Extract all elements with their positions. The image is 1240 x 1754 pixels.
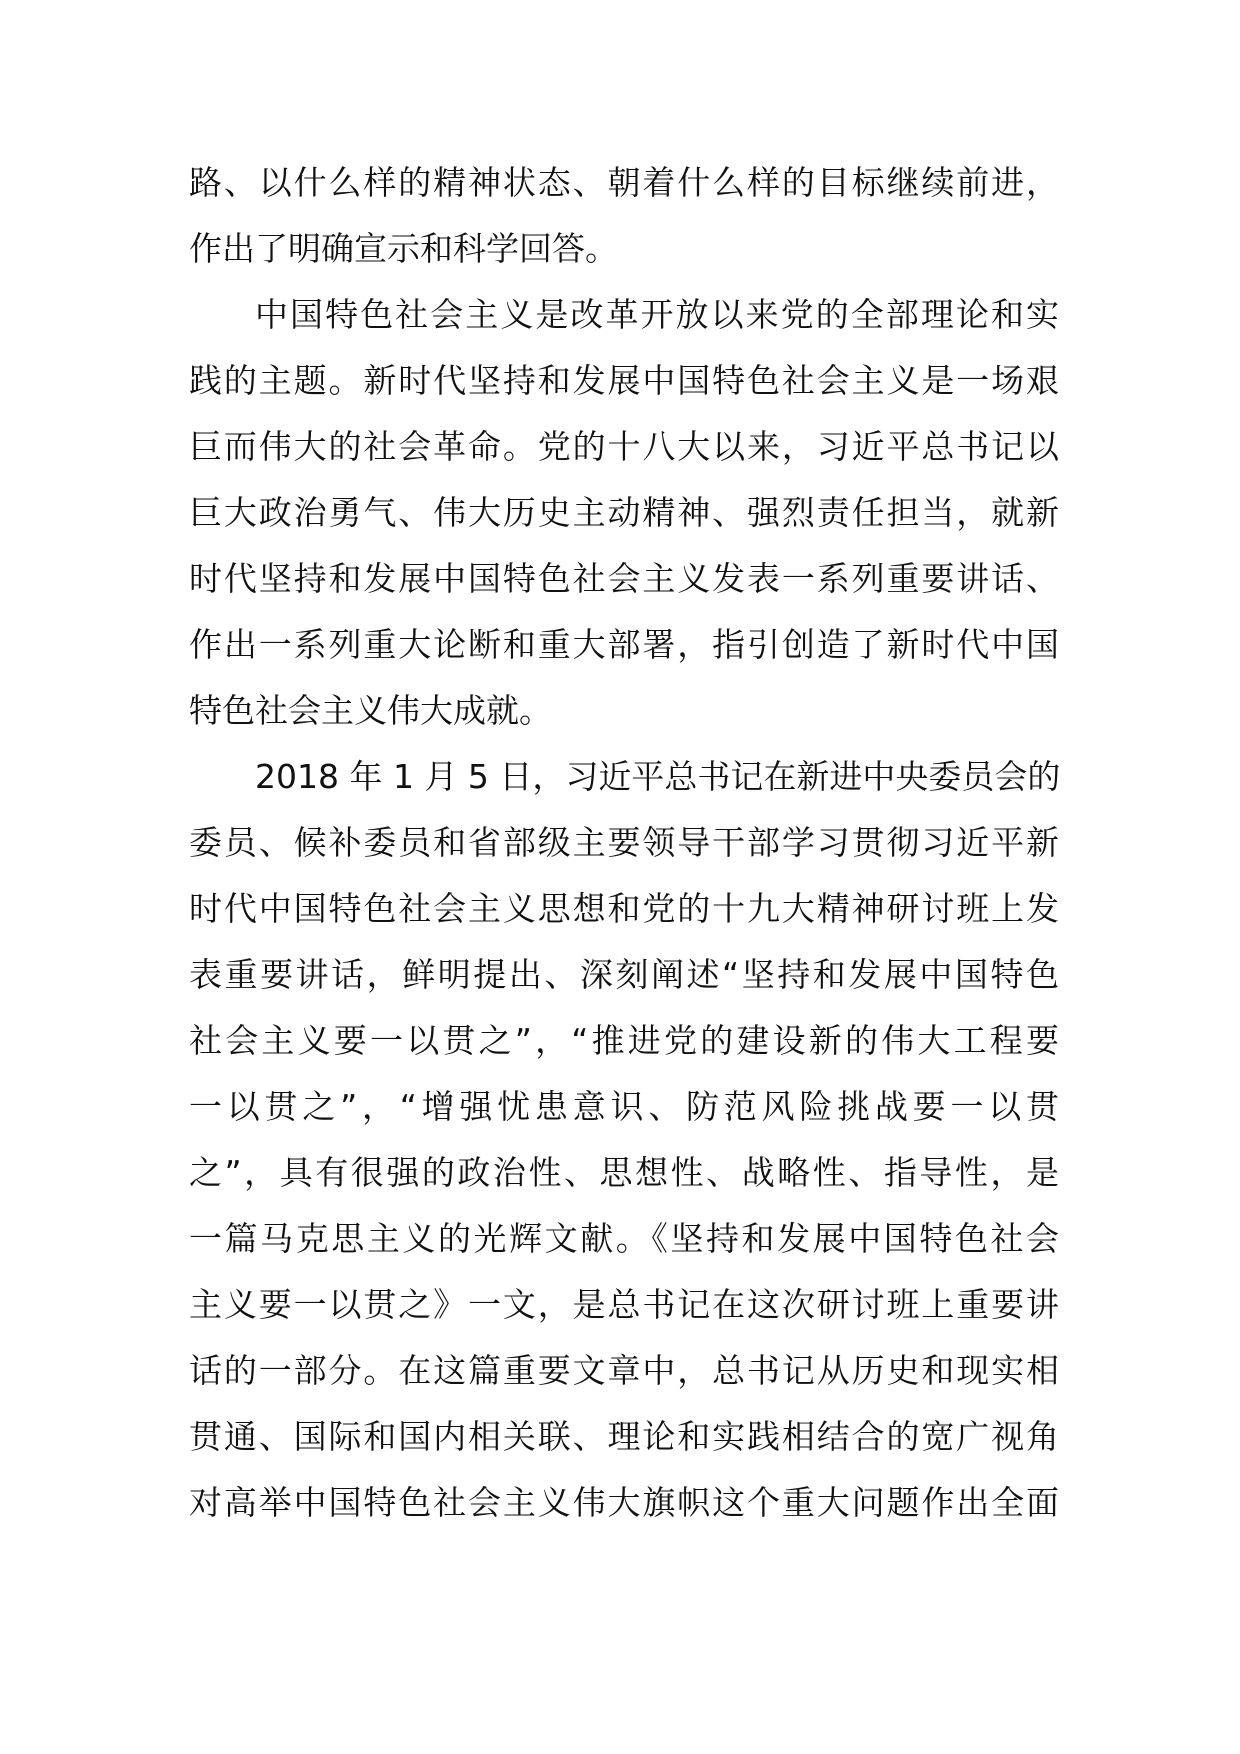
- text-line: 主义要一以贯之》一文，是总书记在这次研讨班上重要讲: [189, 1285, 1059, 1324]
- text-line: 社会主义要一以贯之”，“推进党的建设新的伟大工程要: [189, 1021, 1059, 1060]
- text-line: 特色社会主义伟大成就。: [189, 691, 552, 730]
- text-line: 作出了明确宣示和科学回答。: [189, 229, 618, 268]
- body-text: [189, 150, 1059, 1536]
- text-line: 巨而伟大的社会革命。党的十八大以来，习近平总书记以: [189, 427, 1059, 466]
- text-line: 2018 年 1 月 5 日，习近平总书记在新进中央委员会的: [255, 757, 1061, 796]
- text-line: 话的一部分。在这篇重要文章中，总书记从历史和现实相: [189, 1351, 1059, 1390]
- text-line: 巨大政治勇气、伟大历史主动精神、强烈责任担当，就新: [189, 493, 1059, 532]
- text-line: 之”，具有很强的政治性、思想性、战略性、指导性，是: [189, 1153, 1059, 1192]
- text-line: 践的主题。新时代坚持和发展中国特色社会主义是一场艰: [189, 361, 1059, 400]
- text-line: 一以贯之”，“增强忧患意识、防范风险挑战要一以贯: [189, 1087, 1059, 1126]
- text-line: 委员、候补委员和省部级主要领导干部学习贯彻习近平新: [189, 823, 1059, 862]
- text-line: 作出一系列重大论断和重大部署，指引创造了新时代中国: [189, 625, 1059, 664]
- text-line: 对高举中国特色社会主义伟大旗帜这个重大问题作出全面: [189, 1483, 1059, 1522]
- text-line: 时代坚持和发展中国特色社会主义发表一系列重要讲话、: [189, 559, 1059, 598]
- text-line: 中国特色社会主义是改革开放以来党的全部理论和实: [255, 295, 1059, 334]
- text-line: 路、以什么样的精神状态、朝着什么样的目标继续前进，: [189, 163, 1059, 202]
- text-line: 贯通、国际和国内相关联、理论和实践相结合的宽广视角: [189, 1417, 1059, 1456]
- text-line: 时代中国特色社会主义思想和党的十九大精神研讨班上发: [189, 889, 1059, 928]
- text-line: 一篇马克思主义的光辉文献。《坚持和发展中国特色社会: [189, 1219, 1059, 1258]
- text-line: 表重要讲话，鲜明提出、深刻阐述“坚持和发展中国特色: [189, 955, 1059, 994]
